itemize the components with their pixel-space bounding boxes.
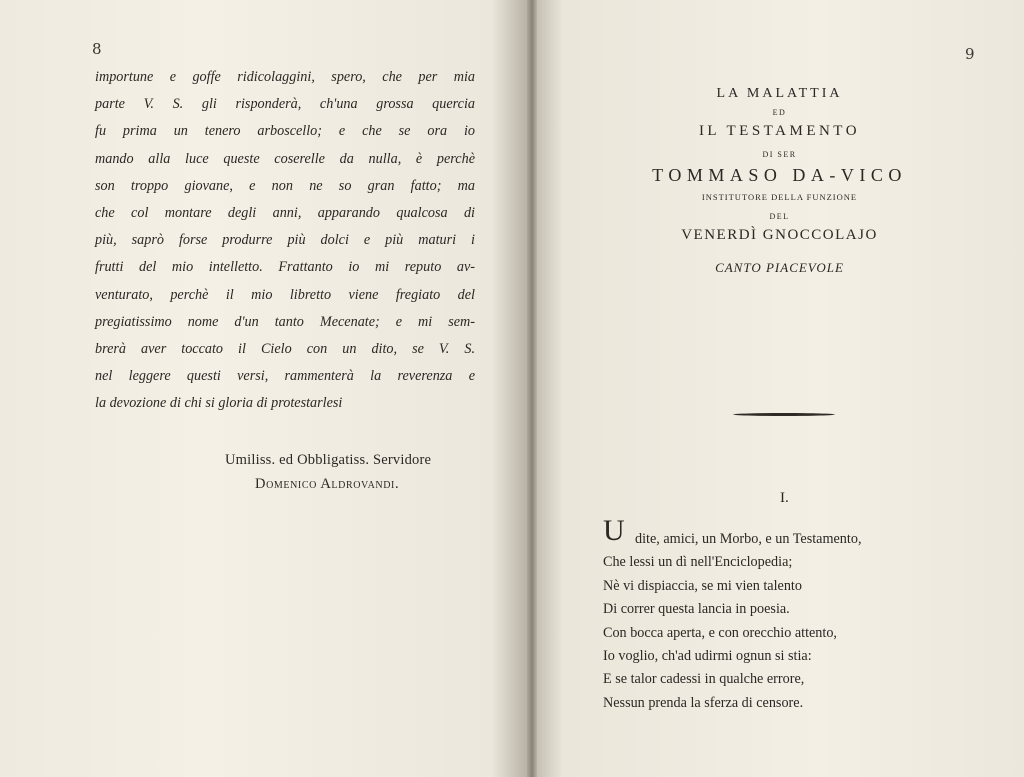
title-line: IL TESTAMENTO bbox=[698, 123, 861, 139]
verse-line: Nessun prenda la sferza di censore. bbox=[603, 694, 804, 711]
verse-line: Io voglio, ch'ad udirmi ognun si stia: bbox=[603, 647, 812, 664]
text-line: mando alla luce queste coserelle da nulla, è perchè bbox=[95, 150, 475, 167]
right-page bbox=[535, 0, 1024, 777]
title-line: TOMMASO DA-VICO bbox=[652, 165, 907, 185]
title-line: DI SER bbox=[762, 150, 797, 159]
title-line: ED bbox=[772, 108, 787, 117]
page-number-left: 8 bbox=[92, 40, 102, 58]
verse-line: Che lessi un dì nell'Enciclopedia; bbox=[603, 554, 793, 571]
text-line: nel leggere questi versi, rammenterà la reverenza e bbox=[95, 368, 475, 385]
text-line: son troppo giovane, e non ne so gran fatto; ma bbox=[95, 177, 475, 194]
text-line: brerà aver toccato il Cielo con un dito, se V. S. bbox=[95, 340, 475, 357]
title-line: INSTITUTORE DELLA FUNZIONE bbox=[701, 192, 858, 202]
title-line: VENERDÌ GNOCCOLAJO bbox=[681, 227, 878, 243]
text-line: importune e goffe ridicolaggini, spero, che per mia bbox=[95, 69, 475, 85]
verse-stanza bbox=[603, 514, 983, 715]
title-block bbox=[535, 86, 1024, 276]
subtitle: CANTO PIACEVOLE bbox=[715, 260, 844, 275]
salutation: Umiliss. ed Obbligatiss. Servidore bbox=[225, 452, 432, 468]
text-line: fu prima un tenero arboscello; e che se ora io bbox=[95, 123, 475, 140]
title-line: DEL bbox=[769, 212, 790, 221]
text-line: più, saprò forse produrre più dolci e più maturi i bbox=[95, 232, 475, 249]
verse-line bbox=[603, 514, 983, 551]
verse-line: Con bocca aperta, e con orecchio attento, bbox=[603, 624, 837, 641]
text-line: parte V. S. gli risponderà, ch'una grossa quercia bbox=[95, 96, 475, 113]
text-line: venturato, perchè il mio libretto viene fregiato del bbox=[95, 286, 475, 303]
text-line: che col montare degli anni, apparando qualcosa di bbox=[95, 204, 475, 221]
drop-cap: U bbox=[603, 514, 625, 547]
section-number: I. bbox=[780, 490, 789, 506]
verse-line: Nè vi dispiaccia, se mi vien talento bbox=[603, 577, 802, 594]
verse-line: E se talor cadessi in qualche errore, bbox=[603, 671, 805, 688]
verse-line-text: dite, amici, un Morbo, e un Testamento, bbox=[635, 531, 862, 547]
verse-line: Di correr questa lancia in poesia. bbox=[603, 601, 790, 618]
text-line: frutti del mio intelletto. Frattanto io mi reputo av- bbox=[95, 259, 475, 276]
signature: Domenico Aldrovandi. bbox=[255, 476, 400, 492]
title-line: LA MALATTIA bbox=[716, 86, 843, 101]
dedication-text bbox=[95, 64, 475, 417]
page-number-right: 9 bbox=[965, 45, 975, 63]
decorative-rule bbox=[733, 413, 835, 416]
text-line: la devozione di chi si gloria di protestarlesi bbox=[95, 395, 343, 412]
text-line: pregiatissimo nome d'un tanto Mecenate; e mi sem- bbox=[95, 313, 475, 330]
